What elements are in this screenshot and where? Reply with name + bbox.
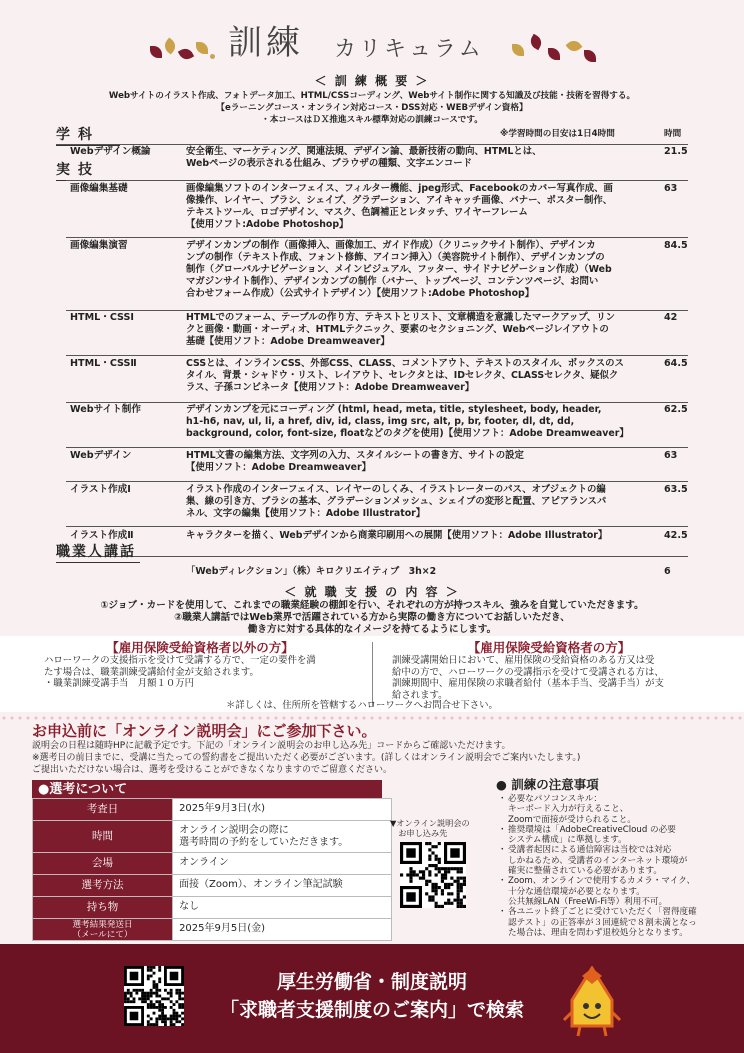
course-name: イラスト作成Ⅰ	[70, 484, 131, 495]
selection-row	[33, 897, 392, 919]
course-description-line: 集、線の引き方、ブラシの基本、グラデーションメッシュ、シェイプの変形と配置、アピアランスパ	[186, 496, 607, 507]
row-divider	[66, 481, 688, 482]
benefit-right-line: 給中の方で、ハローワークの受講指示を受けて受講される方は、	[392, 666, 664, 678]
row-divider	[66, 402, 688, 403]
selection-value: オンライン	[173, 853, 392, 875]
leaf-icon	[512, 44, 524, 56]
support-line: ①ジョブ・カードを使用して、これまでの職業経験の棚卸を行い、それぞれの方が持つスキル、強みを自覚していただきます。	[100, 600, 644, 611]
benefit-left-heading: 【雇用保険受給資格者以外の方】	[106, 640, 294, 655]
apply-text	[32, 740, 722, 776]
overview-line: ・本コースはＤＸ推進スキル標準対応の訓練コースです。	[261, 115, 483, 125]
course-hours: 63.5	[664, 484, 688, 495]
support-text	[0, 600, 744, 636]
course-description	[186, 404, 656, 440]
benefit-right-text	[392, 655, 722, 701]
category-gakka: 学科	[56, 127, 120, 146]
row-divider	[66, 447, 688, 448]
course-name: HTML・CSSⅡ	[70, 358, 137, 369]
selection-label: 考査日	[33, 799, 173, 821]
course-hours: 63	[664, 450, 678, 461]
page-title: 訓練	[228, 23, 304, 63]
benefit-left-line: たす場合は、職業訓練受講給付金が支給されます。	[44, 666, 259, 678]
course-hours: 62.5	[664, 404, 688, 415]
course-description-line: 合わせフォーム作成）（公式サイトデザイン）【使用ソフト:Adobe Photoshop】	[186, 288, 535, 299]
course-hours: 64.5	[664, 358, 688, 369]
selection-label: 時間	[33, 821, 173, 853]
leaf-icon	[566, 38, 583, 55]
course-description-line: イラスト作成のインターフェイス、レイヤーのしくみ、イラストレーターのパス、オブジェクトの編	[186, 484, 606, 495]
course-description-line: HTMLでのフォーム、テーブルの作り方、テキストとリスト、文章構造を意識したマークアップ、リン	[186, 312, 616, 323]
qr-code-image	[124, 966, 184, 1026]
row-divider	[66, 237, 688, 238]
benefit-right-line: 訓練受講開始日において、雇用保険の受給資格のある方又は受	[392, 655, 655, 666]
course-description-line: タイル、背景・シャドウ・リスト、レイアウト、セレクタとは、IDセレクタ、CLASSセレクタ、疑似ク	[186, 370, 619, 381]
course-description	[186, 240, 656, 300]
lecture-desc: 「Webディレクション」（株）キロクリエイティブ 3h×2	[186, 566, 437, 577]
selection-row	[33, 821, 392, 853]
row-divider	[66, 526, 688, 527]
leaf-icon	[178, 46, 194, 62]
row-divider	[66, 355, 688, 356]
category-lecture: 職業人講話	[56, 544, 140, 563]
apply-title: お申込前に「オンライン説明会」にご参加下さい。	[32, 722, 377, 740]
leaf-icon	[162, 38, 179, 55]
course-description-line: Webページの表示される仕組み、ブラウザの種類、文字エンコード	[186, 158, 472, 169]
leaf-icon	[584, 50, 596, 62]
qr-code-mhlw[interactable]	[124, 966, 184, 1026]
course-description-line: 【使用ソフト:Adobe Photoshop】	[186, 219, 349, 230]
leaf-icon	[548, 48, 560, 60]
overview-line: Webサイトのイラスト作成、フォトデータ加工、HTML/CSSコーディング、Webサイト制作に関する知識及び技能・技術を習得する。	[108, 91, 636, 101]
footer-line1: 厚生労働省・制度説明	[276, 971, 467, 993]
header-decoration-left	[150, 40, 220, 70]
course-description-line: 安全衛生、マーケティング、関連法規、デザイン論、最新技術の動向、HTMLとは、	[186, 146, 542, 157]
course-description-line: 画像編集ソフトのインターフェイス、フィルター機能、jpeg形式、Facebookのカバー写真作成、画	[186, 183, 613, 194]
course-description-line: デザインカンプの制作（画像挿入、画像加工、ガイド作成）（クリニックサイト制作）、デザインカ	[186, 240, 596, 251]
course-description-line: マガジンサイト制作）、デザインカンプの制作（バナー、トップページ、コンテンツページ、お問い	[186, 276, 599, 287]
course-description-line: ラス、子孫コンビネータ【使用ソフト：Adobe Dreamweaver】	[186, 382, 475, 393]
selection-value: なし	[173, 897, 392, 919]
selection-row	[33, 799, 392, 821]
overview-line: 【eラーニングコース・オンライン対応コース・DSS対応・WEBデザイン資格】	[216, 103, 528, 113]
row-divider	[56, 144, 688, 145]
course-name: イラスト作成Ⅱ	[70, 530, 134, 541]
caution-item: ・ 必要なパソコンスキル： キーボード入力が行えること、 Zoomで面接が受けられること。	[500, 794, 730, 825]
course-description	[186, 484, 656, 520]
course-description	[186, 530, 656, 542]
course-name: 画像編集基礎	[70, 183, 128, 194]
course-description-line: テキストツール、ロゴデザイン、マスク、色調補正とレタッチ、ワイヤーフレーム	[186, 207, 528, 218]
course-hours: 84.5	[664, 240, 688, 251]
course-hours: 42.5	[664, 530, 688, 541]
row-divider	[66, 310, 688, 311]
benefit-left-line: ハローワークの支援指示を受けて受講する方で、一定の要件を満	[44, 655, 316, 666]
selection-title: ●選考について	[32, 780, 382, 800]
leaf-icon	[150, 46, 162, 58]
benefit-right-line: 訓練期間中、雇用保険の求職者給付（基本手当、受講手当）が支	[392, 678, 664, 689]
support-line: 働き方に対する具体的なイメージを持てるようにします。	[247, 624, 497, 635]
support-heading: ＜ 就 職 支 援 の 内 容 ＞	[284, 585, 460, 599]
course-description	[186, 450, 656, 474]
selection-row	[33, 919, 392, 941]
footer-banner	[0, 944, 744, 1053]
selection-row	[33, 875, 392, 897]
support-line: ②職業人講話ではWeb業界で活躍されている方から実際の働き方についてお話しいただき、	[174, 612, 570, 623]
course-description-line: 基礎【使用ソフト：Adobe Dreamweaver】	[186, 336, 390, 347]
qr-code-briefing[interactable]	[400, 842, 466, 908]
course-description-line: h1-h6, nav, ul, li, a href, div, id, class, img src, alt, p, br, footer, dl, dt, dd,	[186, 416, 575, 427]
benefit-footnote: ＊詳しくは、住所所を管轄するハローワークへお問合せ下さい。	[226, 700, 498, 711]
course-description-line: キャラクターを描く、Webデザインから商業印刷用への展開【使用ソフト：Adobe Illustrator】	[186, 530, 608, 541]
course-description-line: 制作（グローバルナビゲーション、メインビジュアル、フッター、サイドナビゲーション作成）（Web	[186, 264, 612, 275]
course-description-line: HTML文書の編集方法、文字列の入力、スタイルシートの書き方、サイトの設定	[186, 450, 524, 461]
selection-table	[32, 798, 392, 941]
course-name: HTML・CSSⅠ	[70, 312, 135, 323]
course-description	[186, 146, 656, 170]
caution-item: ・ Zoom、オンラインで使用するカメラ・マイク、 十分な通信環境が必要となります。 公共無線LAN（FreeWi-Fi等）利用不可。	[500, 876, 730, 907]
selection-label: 持ち物	[33, 897, 173, 919]
overview-text	[0, 90, 744, 126]
course-description-line: CSSとは、インラインCSS、外部CSS、CLASS、コメントアウト、テキストのスタイル、ボックスのス	[186, 358, 624, 369]
row-divider	[66, 556, 688, 557]
selection-value: 2025年9月5日(金)	[173, 919, 392, 941]
course-name: Webサイト制作	[70, 404, 141, 415]
dot-divider	[0, 714, 744, 722]
caution-item: ・ 各ユニット終了ごとに受けていただく「習得度確 認テスト」の正答率が３回連続で８割未満となっ た場合は、理由を問わず退校処分となります。	[500, 907, 730, 938]
caution-item: ・ 受講者起因による通信障害は当校では対応 しかねるため、受講者のインターネット環境が 確実に整備されている必要があります。	[500, 845, 730, 876]
course-hours: 42	[664, 312, 678, 323]
leaf-icon	[196, 42, 208, 54]
course-description-line: 像操作、レイヤー、ブラシ、シェイプ、グラデーション、アイキャッチ画像、バナー、ポスター制作、	[186, 195, 613, 206]
course-hours: 63	[664, 183, 678, 194]
footer-text	[200, 968, 544, 1024]
course-description	[186, 312, 656, 348]
page-subtitle: カリキュラム	[334, 37, 484, 62]
selection-value: 面接（Zoom）、オンライン筆記試験	[173, 875, 392, 897]
apply-line: 説明会の日程は随時HPに記載予定です。下記の「オンライン説明会のお申し込み先」コードからご確認いただけます。	[32, 741, 511, 751]
selection-label: 会場	[33, 853, 173, 875]
apply-line: ご提出いただけない場合は、選考を受けることができなくなりますのでご留意ください。	[32, 765, 393, 775]
qr-code-image	[400, 842, 466, 908]
course-hours: 21.5	[664, 146, 688, 157]
course-description	[186, 358, 656, 394]
selection-label: 選考方法	[33, 875, 173, 897]
berry-icon	[210, 54, 215, 59]
course-name: Webデザイン	[70, 450, 132, 461]
caution-title: ● 訓練の注意事項	[496, 777, 599, 792]
course-name: Webデザイン概論	[70, 146, 151, 157]
qr-caption: ▼オンライン説明会の お申し込み先	[390, 818, 470, 838]
leaf-icon	[528, 34, 544, 50]
caution-list	[500, 794, 730, 938]
benefit-divider	[372, 642, 373, 706]
lecture-hours: 6	[664, 566, 671, 577]
apply-line: ※選考日の前日までに、受講に当たっての誓約書をご提出いただく必要がございます。(詳しくはオンライン説明会でご案内いたします。)	[32, 753, 581, 763]
mascot-icon	[562, 966, 622, 1038]
selection-value: オンライン説明会の際に 選考時間の予約をしていただきます。	[173, 821, 392, 853]
footer-line2: 「求職者支援制度のご案内」で検索	[219, 999, 524, 1021]
benefit-right-heading: 【雇用保険受給資格者の方】	[467, 640, 631, 655]
course-description-line: ネル、文字の編集【使用ソフト：Adobe Illustrator】	[186, 508, 426, 519]
benefit-right-line: 給されます。	[392, 689, 448, 701]
benefit-left-text	[44, 655, 364, 690]
course-description-line: 【使用ソフト：Adobe Dreamweaver】	[186, 462, 372, 473]
selection-row	[33, 853, 392, 875]
selection-value: 2025年9月3日(水)	[173, 799, 392, 821]
time-header: 時間	[664, 129, 682, 139]
category-jitsugi: 実技	[56, 162, 120, 181]
benefit-left-line: ・職業訓練受講手当 月額１０万円	[44, 678, 195, 689]
course-description-line: background, color, font-size, floatなどのタグを使用)【使用ソフト：Adobe Dreamweaver】	[186, 428, 629, 439]
header-decoration-right	[512, 34, 602, 68]
caution-item: ・ 推奨環境は「AdobeCreativeCloud の必要 システム構成」に準拠します。	[500, 825, 730, 846]
course-description-line: デザインカンプを元にコーディング (html, head, meta, title, stylesheet, body, header,	[186, 404, 602, 415]
time-note: ※学習時間の目安は1日4時間	[500, 129, 615, 139]
course-name: 画像編集演習	[70, 240, 128, 251]
overview-heading: ＜ 訓 練 概 要 ＞	[314, 74, 430, 88]
row-divider	[66, 180, 688, 181]
selection-label: 選考結果発送日 （メールにて）	[33, 919, 173, 941]
course-description-line: ンプの制作（テキスト作成、フォント修飾、アイコン挿入）（美容院サイト制作）、デザインカンプの	[186, 252, 605, 263]
course-description	[186, 183, 656, 231]
course-description-line: クと画像・動画・オーディオ、HTMLテクニック、要素のセクショニング、Webページレイアウトの	[186, 324, 609, 335]
